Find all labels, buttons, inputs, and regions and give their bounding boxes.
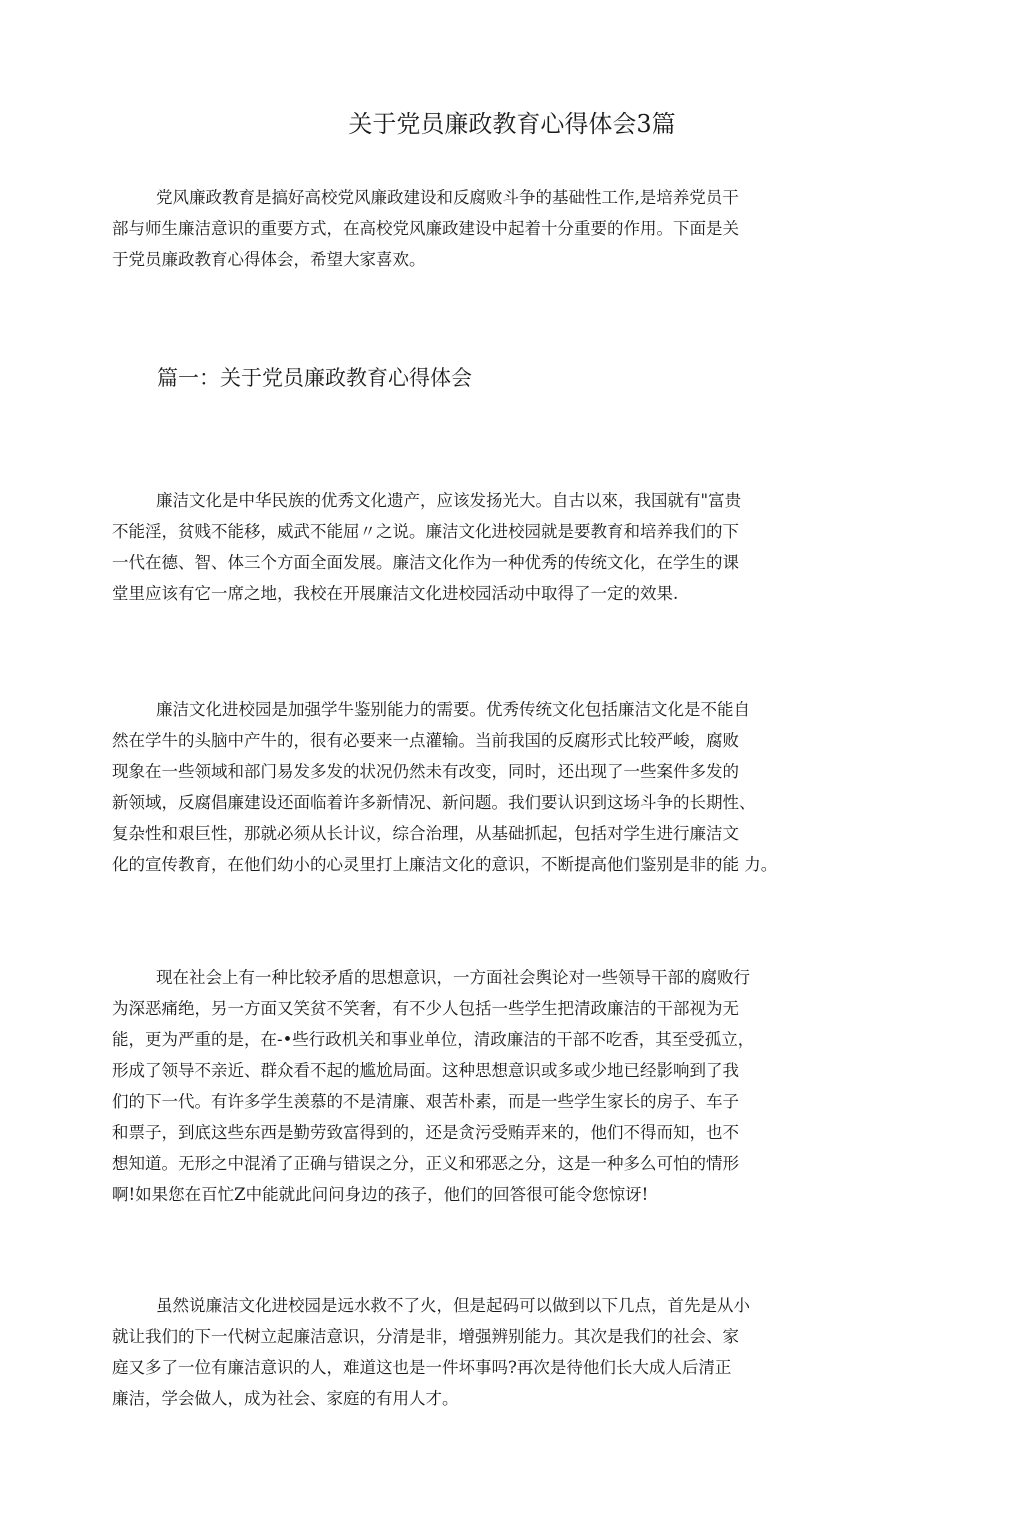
text-line: 们的下一代。有许多学生羡慕的不是清廉、艰苦朴素，而是一些学生家长的房子、车子 <box>112 1092 739 1111</box>
text-line: 形成了领导不亲近、群众看不起的尴尬局面。这种思想意识或多或少地已经影响到了我 <box>112 1061 739 1080</box>
text-line: 廉洁，学会做人，成为社会、家庭的有用人才。 <box>112 1389 459 1408</box>
text-line: 堂里应该有它一席之地，我校在开展廉洁文化进校园活动中取得了一定的效果. <box>112 584 679 603</box>
text-line: 现象在一些领域和部门易发多发的状况仍然未有改变，同时，还出现了一些案件多发的 <box>112 762 739 781</box>
body-paragraph-3 <box>112 962 857 1210</box>
text-line: 一代在德、智、体三个方面全面发展。廉洁文化作为一种优秀的传统文化，在学生的课 <box>112 553 739 572</box>
text-line: 和票子，到底这些东西是勤劳致富得到的，还是贪污受贿弄来的，他们不得而知，也不 <box>112 1123 739 1142</box>
text-line: 复杂性和艰巨性，那就必须从长计议，综合治理，从基础抓起，包括对学生进行廉洁文 <box>112 824 739 843</box>
text-line: 然在学牛的头脑中产牛的，很有必要来一点灌输。当前我国的反腐形式比较严峻，腐败 <box>112 731 739 750</box>
text-line: 能，更为严重的是，在-•些行政机关和事业单位，清政廉洁的干部不吃香，其至受孤立， <box>112 1030 755 1049</box>
text-line: 虽然说廉洁文化进校园是远水救不了火，但是起码可以做到以下几点，首先是从小 <box>156 1296 750 1315</box>
text-line: 想知道。无形之中混淆了正确与错误之分，正义和邪恶之分，这是一种多么可怕的情形 <box>112 1154 739 1173</box>
text-line: 庭又多了一位有廉洁意识的人，难道这也是一件坏事吗?再次是待他们长大成人后清正 <box>112 1358 732 1377</box>
text-line: 化的宣传教育，在他们幼小的心灵里打上廉洁文化的意识，不断提高他们鉴别是非的能 力。 <box>112 855 778 874</box>
text-line: 新领域，反腐倡廉建设还面临着许多新情况、新问题。我们要认识到这场斗争的长期性、 <box>112 793 756 812</box>
text-line: 于党员廉政教育心得体会，希望大家喜欢。 <box>112 250 426 269</box>
text-line: 啊!如果您在百忙Z中能就此问问身边的孩子，他们的回答很可能令您惊讶! <box>112 1185 649 1204</box>
text-line: 就让我们的下一代树立起廉洁意识，分清是非，增强辨别能力。其次是我们的社会、家 <box>112 1327 739 1346</box>
section-heading: 篇一：关于党员廉政教育心得体会 <box>157 366 472 390</box>
text-line: 不能淫，贫贱不能移，威武不能屈〃之说。廉洁文化进校园就是要教育和培养我们的下 <box>112 522 739 541</box>
document-title: 关于党员廉政教育心得体会3篇 <box>348 110 676 138</box>
body-paragraph-2 <box>112 694 857 880</box>
text-line: 部与师生廉洁意识的重要方式，在高校党风廉政建设中起着十分重要的作用。下面是关 <box>112 219 739 238</box>
body-paragraph-4 <box>112 1290 857 1414</box>
text-line: 党风廉政教育是搞好高校党风廉政建设和反腐败斗争的基础性工作,是培养党员干 <box>156 188 739 207</box>
text-line: 廉洁文化是中华民族的优秀文化遗产，应该发扬光大。自古以來，我国就有"富贵 <box>156 491 742 510</box>
text-line: 廉洁文化进校园是加强学牛鉴别能力的需要。优秀传统文化包括廉洁文化是不能自 <box>156 700 750 719</box>
text-line: 现在社会上有一种比较矛盾的思想意识，一方面社会舆论对一些领导干部的腐败行 <box>156 968 750 987</box>
intro-paragraph <box>112 182 857 275</box>
body-paragraph-1 <box>112 485 857 609</box>
text-line: 为深恶痛绝，另一方面又笑贫不笑奢，有不少人包括一些学生把清政廉洁的干部视为无 <box>112 999 739 1018</box>
